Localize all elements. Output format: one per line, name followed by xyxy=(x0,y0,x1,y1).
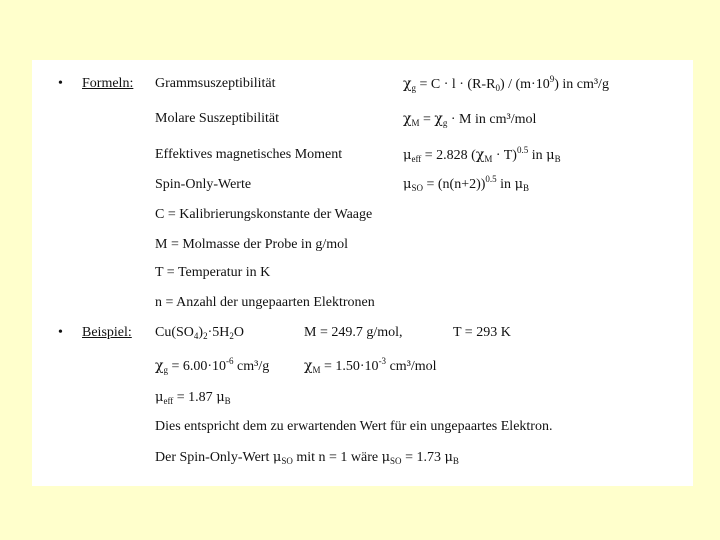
beispiel-heading: Beispiel: xyxy=(82,325,132,340)
definition-t: T = Temperatur in K xyxy=(155,265,271,280)
example-statement: Dies entspricht dem zu erwartenden Wert für ein ungepaartes Elektron. xyxy=(155,419,553,434)
example-mu-eff: $\mu_{eff} = 1.87$ $\mu_B$ xyxy=(155,390,231,406)
definition-c: C = Kalibrierungskonstante der Waage xyxy=(155,207,373,222)
formula-label-gram: Grammsuszeptibilität xyxy=(155,76,276,91)
formeln-bullet: • xyxy=(58,76,63,91)
example-chi-g: $\chi_g = 6.00\cdot 10^{-6}$ cm³/g xyxy=(155,356,270,375)
formeln-heading: Formeln: xyxy=(82,76,134,91)
formula-effective-moment: $\mu_{eff} = 2.828$ $(\chi_M \cdot T)^{0.5}$ in $\mu_B$ xyxy=(403,145,561,164)
definition-n: n = Anzahl der ungepaarten Elektronen xyxy=(155,295,375,310)
formula-gram-susceptibility: $\chi_g = C \cdot l \cdot (R-R_0) / (m\cdot 10^9)$ in cm³/g xyxy=(403,74,609,93)
beispiel-bullet: • xyxy=(58,325,63,340)
formula-label-moment: Effektives magnetisches Moment xyxy=(155,147,343,162)
formula-label-spin-only: Spin-Only-Werte xyxy=(155,177,252,192)
definition-m: M = Molmasse der Probe in g/mol xyxy=(155,237,348,252)
formula-molar-susceptibility: $\chi_M = \chi_g \cdot M$ in cm³/mol xyxy=(403,111,537,128)
content-panel xyxy=(32,60,693,486)
formula-label-molar: Molare Suszeptibilität xyxy=(155,111,280,126)
example-compound: $Cu(SO_4)_2\cdot 5H_2O$ xyxy=(155,325,244,341)
example-molmass: M = 249.7 g/mol, xyxy=(304,325,403,340)
example-spin-only-value: Der Spin-Only-Wert $\mu_{SO}$ mit n = 1 wäre $\mu_{SO} = 1.73$ $\mu_B$ xyxy=(155,450,459,466)
formula-spin-only: $\mu_{SO} = (n(n+2))^{0.5}$ in $\mu_B$ xyxy=(403,174,530,193)
example-chi-m: $\chi_M = 1.50\cdot 10^{-3}$ cm³/mol xyxy=(304,356,437,375)
example-temperature: T = 293 K xyxy=(453,325,511,340)
